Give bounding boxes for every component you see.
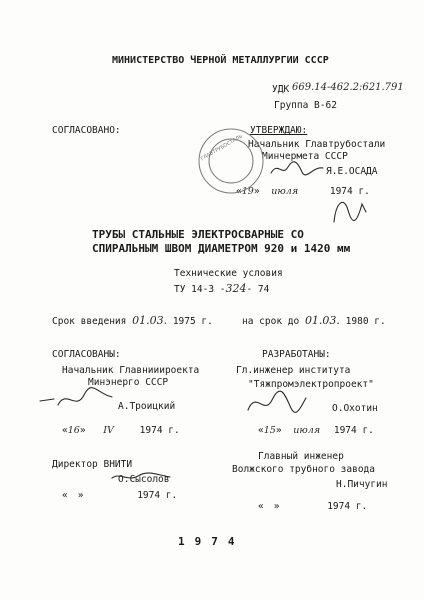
chief-engineer-date: « » 1974 г. [258,501,368,512]
margin-signature [328,192,370,230]
intro-date: Срок введения 01.03. 1975 г. [52,314,213,327]
developed-name: О.Охотин [332,403,378,414]
svg-text:ГЛАВТРУБОСТАЛЬ: ГЛАВТРУБОСТАЛЬ [199,133,244,163]
developed-signature [244,388,308,418]
udk-label: УДК [272,84,290,95]
agreed-heading: СОГЛАСОВАНО: [52,125,121,136]
approval-heading: УТВЕРЖДАЮ: [250,125,308,136]
agreed-signature [36,385,116,413]
agreed-date: «16» IV 1974 г. [62,425,180,436]
term-date: на срок до 01.03. 1980 г. [242,314,386,327]
approval-date: «19» июля 1974 г. [236,186,370,197]
udk-value: 669.14-462.2:621.791 [292,82,404,93]
document-title-line1: ТРУБЫ СТАЛЬНЫЕ ЭЛЕКТРОСВАРНЫЕ СО [92,228,304,241]
approval-name: Я.Е.ОСАДА [326,166,378,177]
agreed-position: Начальник Главнииироекта [62,365,200,376]
director-date: « » 1974 г. [62,490,178,501]
document-title-line2: СПИРАЛЬНЫМ ШВОМ ДИАМЕТРОМ 920 и 1420 мм [92,242,351,255]
footer-year: 1974 [178,535,245,548]
chief-engineer-name: Н.Пичугин [336,479,388,490]
director-signature [110,470,174,484]
spec-code: ТУ 14-3 -324- 74 [174,282,270,295]
agreed-ministry: Минэнерго СССР [88,377,169,388]
developed-position: Гл.инженер института [236,365,351,376]
chief-engineer-plant: Волжского трубного завода [232,464,375,475]
chief-engineer-title: Главный инженер [258,451,344,462]
ministry-title: МИНИСТЕРСТВО ЧЕРНОЙ МЕТАЛЛУРГИИ СССР [112,55,329,66]
approval-ministry: Минчермета СССР [262,151,348,162]
developed-date: «15» июля 1974 г. [258,425,374,436]
round-stamp [196,126,266,196]
agreed-block-heading: СОГЛАСОВАНЫ: [52,349,121,360]
director-title: Директор ВНИТИ [52,459,133,470]
developed-institute: "Тяжпромэлектропроект" [248,379,374,390]
director-name: О.Сысолов [118,474,170,485]
approval-position: Начальник Главтрубостали [248,139,386,150]
developed-heading: РАЗРАБОТАНЫ: [262,349,331,360]
spec-label: Технические условия [174,268,283,279]
agreed-name: А.Троицкий [118,401,176,412]
approval-signature [268,158,326,180]
group-code: Группа В-62 [274,100,337,111]
